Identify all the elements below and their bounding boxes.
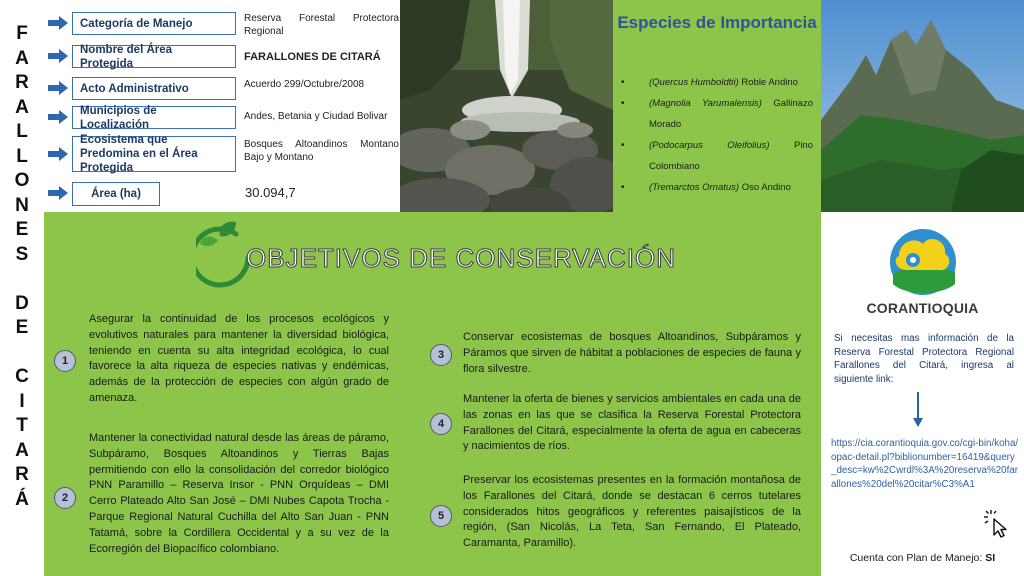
objective-text: Mantener la conectividad natural desde las áreas de páramo, Subpáramo, Bosques Altoandinos y Tierras Bajas permitiendo con ello la consolidación del corredor biológico PNN Paramillo – Reserva Insor - PNN Orquídeas – DMI Cerro Plateado Alto San José – DMI Nubes Capota Trocha - Parque Regional Natural Cuchilla del Alto San Juan - PNN Tatamá, sobre la Cordillera Occidental y a su vez de la Ecorregión del Biopacífico colombiano. [89, 432, 389, 555]
info-value: Reserva Forestal Protectora Regional [244, 13, 399, 37]
title-letter: T [16, 415, 28, 436]
objective-text: Mantener la oferta de bienes y servicios ambientales en cada una de las zonas en las que se clasifica la Reserva Forestal Protectora Farallones del Citará, especialmente la oferta de agua en cabeceras y nacimientos de ríos. [463, 393, 801, 453]
arrow-right-icon [48, 110, 68, 124]
info-table [44, 0, 400, 212]
info-label: Nombre del Área Protegida [72, 45, 236, 68]
pointer-cursor-icon [983, 508, 1011, 538]
title-letter: L [16, 121, 28, 142]
objective-number-badge: 3 [430, 344, 452, 366]
species-scientific-name: (Tremarctos Ornatus) [649, 182, 740, 193]
list-item [621, 72, 813, 93]
info-label: Municipios de Localización [72, 106, 236, 129]
title-letter: A [15, 96, 29, 118]
info-label: Ecosistema que Predomina en el Área Protegida [72, 136, 236, 172]
info-value: Acuerdo 299/Octubre/2008 [244, 79, 365, 90]
arrow-right-icon [48, 16, 68, 30]
list-item [621, 135, 813, 177]
species-scientific-name: (Magnolia Yarumalensis) [649, 98, 762, 109]
arrow-right-icon [48, 147, 68, 161]
info-text: Si necesitas mas información de la Reserva Forestal Protectora Regional Farallones del Citará, ingresa al siguiente link: [834, 333, 1014, 385]
info-value: FARALLONES DE CITARÁ [244, 51, 381, 63]
especies-list [621, 72, 813, 198]
corantioquia-logo [885, 226, 961, 296]
title-letter: F [16, 23, 28, 44]
arrow-right-icon [48, 186, 68, 200]
waterfall-photo [400, 0, 613, 212]
title-letter: E [15, 317, 29, 338]
species-common-name: Pino Colombiano [649, 140, 813, 172]
plan-value: SI [985, 552, 996, 564]
species-common-name: Gallinazo Morado [649, 98, 813, 130]
objective-number-badge: 4 [430, 413, 452, 435]
title-letter: E [15, 219, 29, 240]
info-label: Área (ha) [72, 182, 160, 206]
objective-text: Preservar los ecosistemas presentes en la formación montañosa de los Farallones del Citará, donde se destacan 6 cerros tutelares considerados hitos geográficos y referentes paisajísticos de la región, (San Nicolás, La Teta, San Fernando, El Plateado, Caramanta, Paramillo). [463, 474, 801, 550]
title-letter: S [15, 243, 29, 265]
arrow-down-icon [912, 392, 924, 428]
corantioquia-panel [821, 212, 1024, 576]
vertical-title [0, 0, 44, 576]
arrow-right-icon [48, 81, 68, 95]
title-letter: R [15, 72, 29, 93]
plan-manejo [821, 552, 1024, 564]
info-value: Andes, Betania y Ciudad Bolivar [244, 111, 388, 122]
arrow-right-icon [48, 49, 68, 63]
species-common-name: Oso Andino [739, 182, 791, 193]
species-scientific-name: (Quercus Humboldtii) [649, 77, 739, 88]
especies-section [613, 0, 821, 212]
plan-label: Cuenta con Plan de Manejo: [849, 552, 986, 564]
objective-number-badge: 2 [54, 487, 76, 509]
title-letter: I [19, 390, 25, 412]
info-label: Categoría de Manejo [72, 12, 236, 35]
objective-number-badge: 1 [54, 350, 76, 372]
objective-number-badge: 5 [430, 505, 452, 527]
list-item [621, 93, 813, 135]
catalog-link[interactable]: https://cia.corantioquia.gov.co/cgi-bin/koha/opac-detail.pl?biblionumber=16419&query_desc=kw%2Cwrdl%3A%20reserva%20farallones%20del%20citar%C3%A1 [831, 438, 1019, 490]
title-letter: C [15, 366, 29, 387]
title-letter: A [15, 47, 29, 69]
title-letter: O [14, 170, 30, 191]
title-letter: L [16, 145, 28, 167]
objective-text: Conservar ecosistemas de bosques Altoandinos, Subpáramos y Páramos que sirven de hábitat a poblaciones de especies de fauna y flora silvestre. [463, 331, 801, 375]
info-value: Bosques Altoandinos Montano Bajo y Montano [244, 139, 399, 163]
title-letter: N [15, 194, 29, 216]
info-label: Acto Administrativo [72, 77, 236, 100]
title-letter: Á [15, 488, 29, 510]
title-letter: A [15, 439, 29, 461]
list-item [621, 177, 813, 198]
title-letter: R [15, 464, 29, 485]
species-scientific-name: (Podocarpus Oleifolius) [649, 140, 770, 151]
leaf-circle-icon [196, 218, 252, 288]
brand-name: CORANTIOQUIA [866, 300, 979, 316]
info-value: 30.094,7 [245, 185, 296, 200]
objetivos-title: OBJETIVOS DE CONSERVACIÓN [246, 243, 677, 273]
objective-text: Asegurar la continuidad de los procesos ecológicos y evolutivos naturales para mantener la diversidad biológica, teniendo en cuenta su alta integridad ecológica, lo cual favorece la alta riqueza de especies nativas y endémicas, además de la protección de especies con algún grado de amenaza. [89, 313, 389, 404]
title-letter: D [15, 292, 29, 314]
especies-title: Especies de Importancia [617, 13, 817, 32]
species-common-name: Roble Andino [738, 77, 798, 88]
mountain-photo [821, 0, 1024, 212]
